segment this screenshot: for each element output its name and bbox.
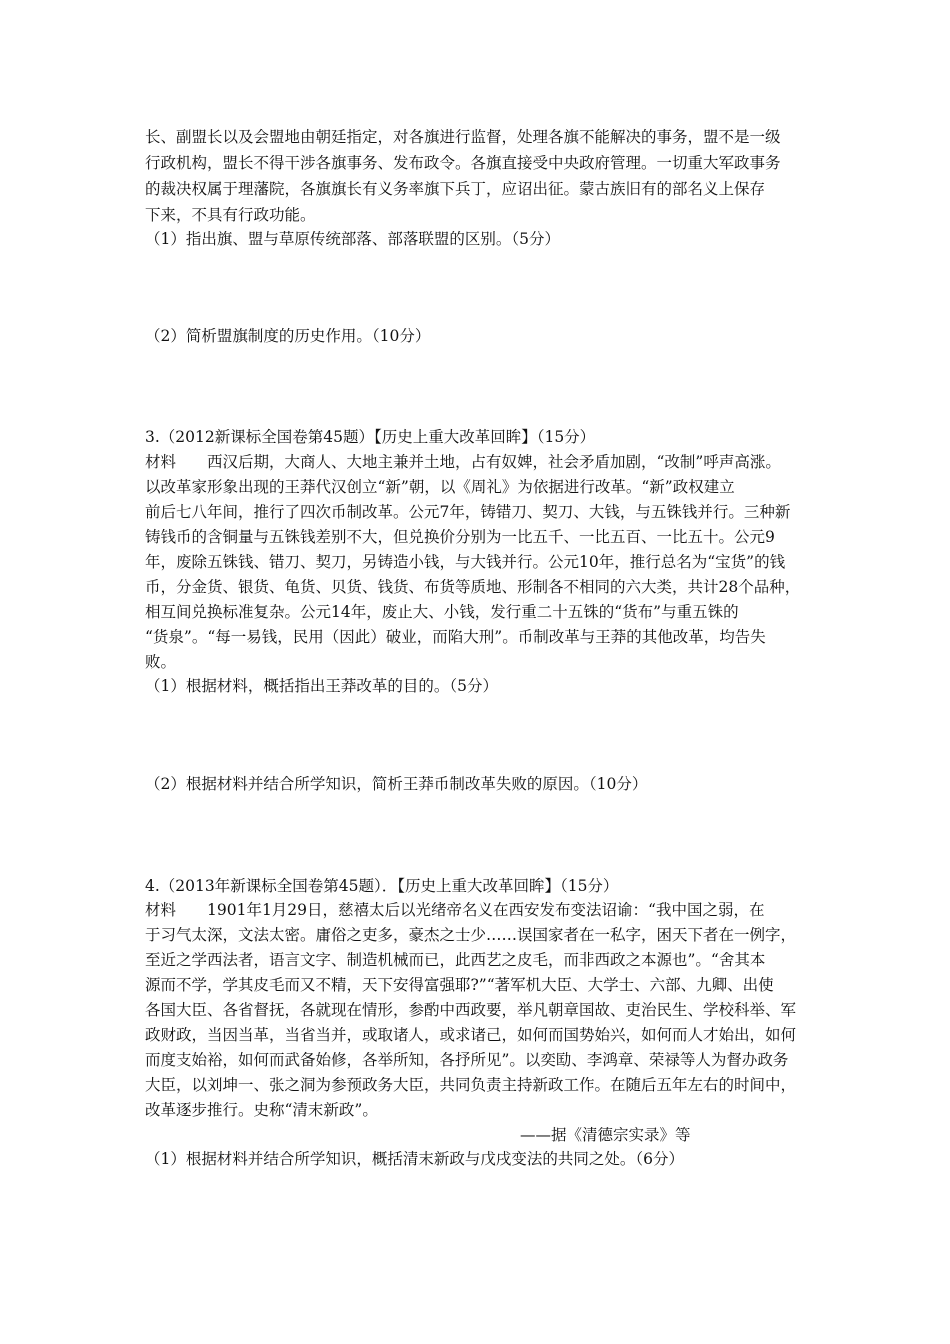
question-2: （2）简析盟旗制度的历史作用。（10分） [145, 327, 431, 345]
paragraph-line: 各国大臣、各省督抚，各就现在情形，参酌中西政要，举凡朝章国故、吏治民生、学校科举、军 [145, 1001, 797, 1019]
paragraph-line: 败。 [145, 653, 177, 671]
question-1: （1）根据材料并结合所学知识，概括清末新政与戊戌变法的共同之处。（6分） [145, 1150, 684, 1168]
paragraph-line: 而度支始裕，如何而武备始修，各举所知，各抒所见”。以奕劻、李鸿章、荣禄等人为督办政务 [145, 1051, 789, 1069]
source-citation: ——据《清德宗实录》等 [520, 1126, 691, 1144]
paragraph-line: 以改革家形象出现的王莽代汉创立“新”朝，以《周礼》为依据进行改革。“新”政权建立 [145, 478, 735, 496]
paragraph-line: 行政机构，盟长不得干涉各旗事务、发布政令。各旗直接受中央政府管理。一切重大军政事务 [145, 154, 781, 172]
paragraph-line: 币，分金货、银货、龟货、贝货、钱货、布货等质地、形制各不相同的六大类，共计28个品种， [145, 578, 801, 596]
paragraph-line: 源而不学，学其皮毛而又不精，天下安得富强耶?”“著军机大臣、大学士、六部、九卿、出使 [145, 976, 774, 994]
question-1: （1）根据材料，概括指出王莽改革的目的。（5分） [145, 677, 498, 695]
paragraph-line: 下来，不具有行政功能。 [145, 206, 316, 224]
paragraph-line: 至近之学西法者，语言文字、制造机械而已，此西艺之皮毛，而非西政之本源也”。“舍其本 [145, 951, 766, 969]
paragraph-line: 改革逐步推行。史称“清末新政”。 [145, 1101, 378, 1119]
paragraph-line: 长、副盟长以及会盟地由朝廷指定，对各旗进行监督，处理各旗不能解决的事务，盟不是一级 [145, 128, 781, 146]
paragraph-line: 材料 西汉后期，大商人、大地主兼并土地，占有奴婢，社会矛盾加剧，“改制”呼声高涨。 [145, 453, 781, 471]
paragraph-line: “货泉”。“每一易钱，民用（因此）破业，而陷大刑”。币制改革与王莽的其他改革，均告失 [145, 628, 766, 646]
question-1: （1）指出旗、盟与草原传统部落、部落联盟的区别。（5分） [145, 230, 560, 248]
paragraph-line: 政财政，当因当革，当省当并，或取诸人，或求诸己，如何而国势始兴，如何而人才始出，如何 [145, 1026, 797, 1044]
paragraph-line: 于习气太深，文法太密。庸俗之吏多，豪杰之士少……误国家者在一私字，困天下者在一例字， [145, 926, 797, 944]
paragraph-line: 相互间兑换标准复杂。公元14年，废止大、小钱，发行重二十五铢的“货布”与重五铢的 [145, 603, 739, 621]
paragraph-line: 前后七八年间，推行了四次币制改革。公元7年，铸错刀、契刀、大钱，与五铢钱并行。三种新 [145, 503, 791, 521]
paragraph-line: 大臣，以刘坤一、张之洞为参预政务大臣，共同负责主持新政工作。在随后五年左右的时间中， [145, 1076, 797, 1094]
question-heading: 3.（2012新课标全国卷第45题）【历史上重大改革回眸】（15分） [145, 428, 596, 446]
paragraph-line: 的裁决权属于理藩院，各旗旗长有义务率旗下兵丁，应诏出征。蒙古族旧有的部名义上保存 [145, 180, 766, 198]
question-2: （2）根据材料并结合所学知识，简析王莽币制改革失败的原因。（10分） [145, 775, 648, 793]
paragraph-line: 铸钱币的含铜量与五铢钱差别不大，但兑换价分别为一比五千、一比五百、一比五十。公元9 [145, 528, 775, 546]
paragraph-line: 年，废除五铢钱、错刀、契刀，另铸造小钱，与大钱并行。公元10年，推行总名为“宝货”的钱 [145, 553, 786, 571]
question-heading: 4.（2013年新课标全国卷第45题）．【历史上重大改革回眸】（15分） [145, 877, 619, 895]
paragraph-line: 材料 1901年1月29日，慈禧太后以光绪帝名义在西安发布变法诏谕：“我中国之弱，在 [145, 901, 765, 919]
